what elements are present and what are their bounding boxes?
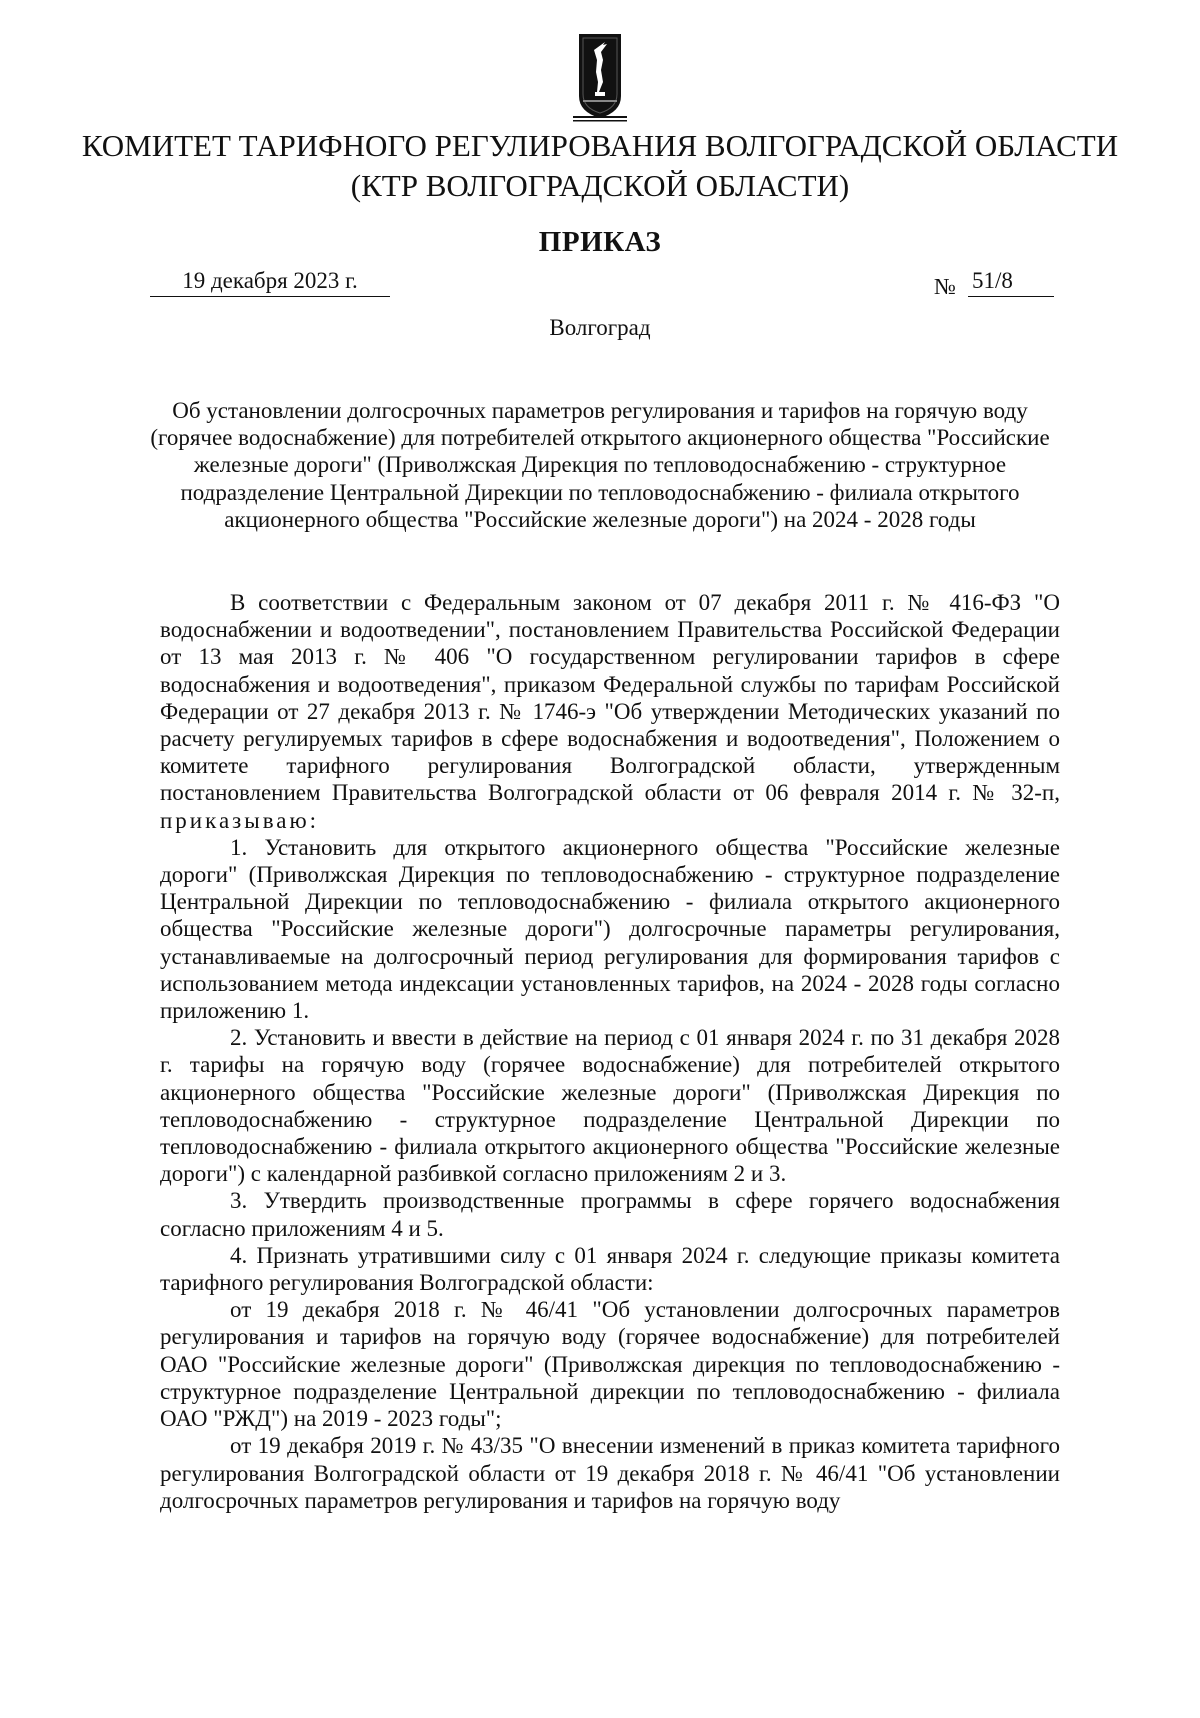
document-subject: Об установлении долгосрочных параметров регулирования и тарифов на горячую воду (горячее водоснабжение) для потребителей открытого акционерного общества "Российские железные дороги" (Приволжская Дирекция по тепловодоснабжению - структурное подразделение Центральной Дирекции по тепловодоснабжению - филиала открытого акционерного общества "Российские железные дороги") на 2024 - 2028 годы [150, 398, 1050, 532]
order-item-2: 2. Установить и ввести в действие на период с 01 января 2024 г. по 31 декабря 2028 г. тарифы на горячую воду (горячее водоснабжение) для потребителей открытого акционерного общества "Российские железные дороги" (Приволжская Дирекция по тепловодоснабжению - структурное подразделение Центральной Дирекции по тепловодоснабжению - филиала открытого акционерного общества "Российские железные дороги") с календарной разбивкой согласно приложениям 2 и 3. [160, 1025, 1060, 1187]
preamble-paragraph [160, 589, 1060, 834]
document-type: ПРИКАЗ [538, 226, 662, 258]
organization-abbreviation: (КТР ВОЛГОГРАДСКОЙ ОБЛАСТИ) [350, 168, 850, 203]
city: Волгоград [549, 315, 651, 340]
volgograd-emblem-icon [561, 30, 639, 122]
repealed-order-2: от 19 декабря 2019 г. № 43/35 "О внесении изменений в приказ комитета тарифного регулирования Волгоградской области от 19 декабря 2018 г. № 46/41 "Об установлении долгосрочных параметров регулирования и тарифов на горячую воду [160, 1433, 1060, 1513]
preamble-verb: приказываю: [160, 807, 320, 833]
document-date: 19 декабря 2023 г. [150, 266, 390, 297]
document-number: 51/8 [968, 266, 1054, 297]
order-item-4: 4. Признать утратившими силу с 01 января 2024 г. следующие приказы комитета тарифного регулирования Волгоградской области: [160, 1242, 1060, 1296]
repealed-order-1: от 19 декабря 2018 г. № 46/41 "Об установлении долгосрочных параметров регулирования и тарифов на горячую воду (горячее водоснабжение) для потребителей ОАО "Российские железные дороги" (Приволжская дирекция по тепловодоснабжению - структурное подразделение Центральной дирекции по тепловодоснабжению - филиала ОАО "РЖД") на 2019 - 2023 годы"; [160, 1297, 1060, 1432]
order-item-3: 3. Утвердить производственные программы в сфере горячего водоснабжения согласно приложениям 4 и 5. [160, 1188, 1060, 1241]
order-item-1: 1. Установить для открытого акционерного общества "Российские железные дороги" (Приволжская Дирекция по тепловодоснабжению - структурное подразделение Центральной Дирекции по тепловодоснабжению - филиала открытого акционерного общества "Российские железные дороги") долгосрочные параметры регулирования, устанавливаемые на долгосрочный период регулирования для формирования тарифов с использованием метода индексации установленных тарифов, на 2024 - 2028 годы согласно приложению 1. [160, 834, 1060, 1024]
preamble-text: В соответствии с Федеральным законом от 07 декабря 2011 г. № 416-ФЗ "О водоснабжении и водоотведении", постановлением Правительства Российской Федерации от 13 мая 2013 г. № 406 "О государственном регулировании тарифов в сфере водоснабжения и водоотведения", приказом Федеральной службы по тарифам Российской Федерации от 27 декабря 2013 г. № 1746-э "Об утверждении Методических указаний по расчету регулируемых тарифов в сфере водоснабжения и водоотведения", Положением о комитете тарифного регулирования Волгоградской области, утвержденным постановлением Правительства Волгоградской области от 06 февраля 2014 г. № 32-п, [160, 590, 1060, 806]
number-label: № [934, 274, 956, 299]
organization-name: КОМИТЕТ ТАРИФНОГО РЕГУЛИРОВАНИЯ ВОЛГОГРАДСКОЙ ОБЛАСТИ [81, 128, 1119, 163]
document-body [160, 589, 1060, 1514]
